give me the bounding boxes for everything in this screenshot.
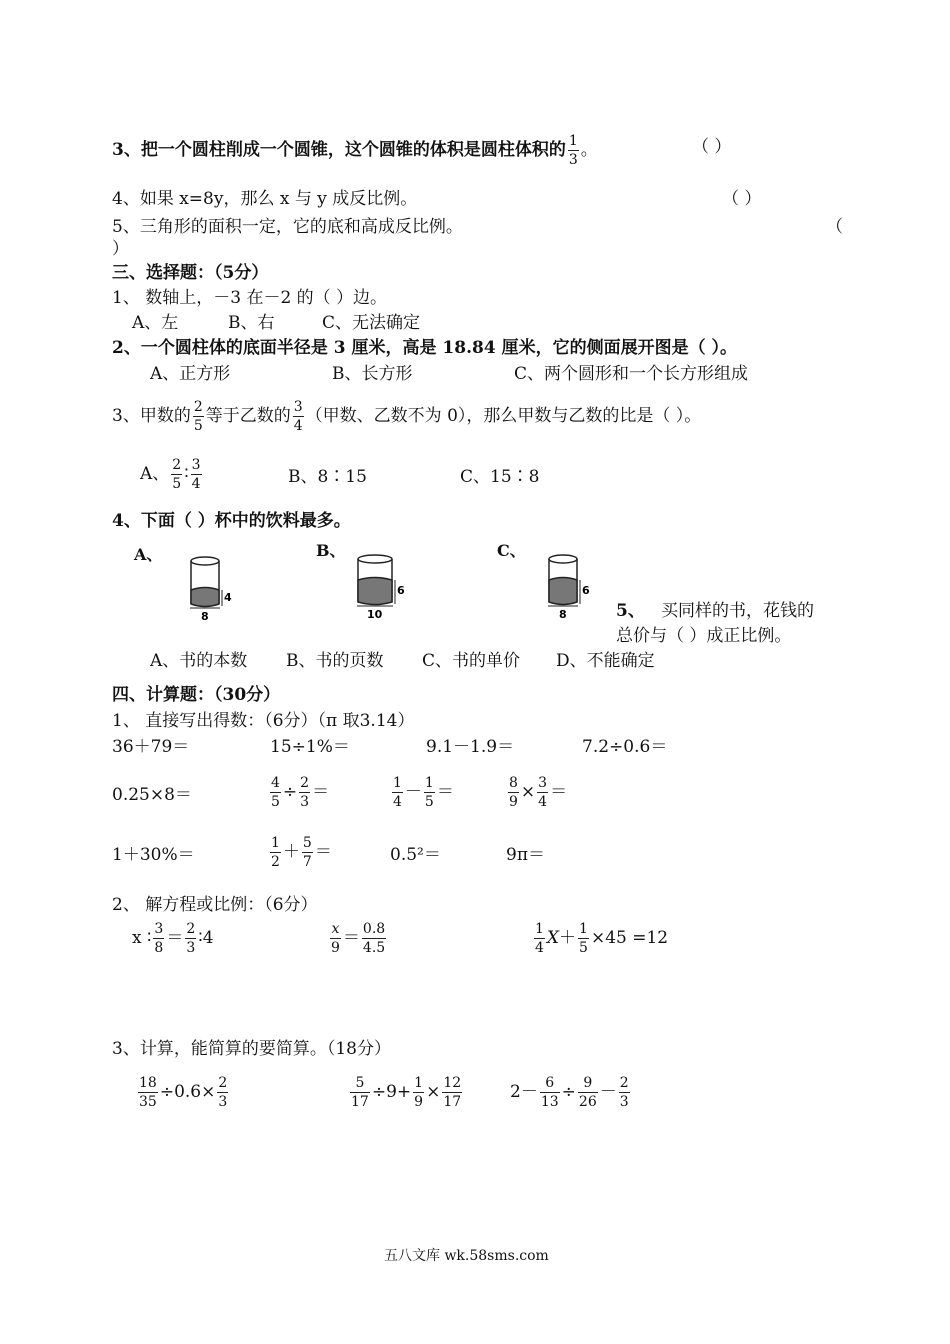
calc-s1-title: 1、 直接写出得数：（6分）（π 取3.14）	[112, 711, 415, 731]
choice-q5-option-b[interactable]: B、书的页数	[286, 651, 384, 671]
calc-s1-r2-c: $\frac{1}{4}$ － $\frac{1}{5}$ ＝	[393, 775, 454, 810]
choice-q1-option-a[interactable]: A、左	[132, 313, 179, 333]
tf-q3-paren[interactable]: （ ）	[692, 137, 732, 157]
cup-a-base: 8	[201, 610, 209, 623]
cup-c-label[interactable]: C、	[497, 541, 526, 560]
choice-q1-option-c[interactable]: C、无法确定	[322, 313, 421, 333]
choice-q5-line1: 5、 买同样的书，花钱的	[616, 601, 815, 621]
fraction: $\frac{3}{4}$	[293, 399, 303, 434]
choice-q2: 2、一个圆柱体的底面半径是 3 厘米，高是 18.84 厘米，它的侧面展开图是（ ）。	[112, 338, 737, 358]
tf-q5-paren-open[interactable]: （	[826, 217, 843, 237]
calc-s1-r1-a: 36＋79＝	[112, 737, 190, 757]
cup-b-base: 10	[367, 608, 383, 621]
fraction: $\frac{1}{3}$	[568, 133, 578, 168]
cup-c-height: 6	[582, 584, 590, 597]
calc-s1-r2-b: $\frac{4}{5}$ ÷ $\frac{2}{3}$ ＝	[271, 775, 330, 810]
calc-s2-e1: x ∶ $\frac{3}{8}$ ＝ $\frac{2}{3}$ ∶4	[132, 921, 214, 956]
calc-s1-r1-c: 9.1－1.9＝	[426, 737, 515, 757]
tf-q4: 4、如果 x=8y，那么 x 与 y 成反比例。	[112, 189, 418, 209]
calc-s1-r3-b: $\frac{1}{2}$ ＋ $\frac{5}{7}$ ＝	[271, 835, 332, 870]
choice-q5-option-c[interactable]: C、书的单价	[422, 651, 521, 671]
calc-s3-title: 3、计算，能简算的要简算。（18分）	[112, 1039, 391, 1059]
choice-q1: 1、 数轴上，－3 在－2 的（ ）边。	[112, 288, 388, 308]
cup-a-height: 4	[224, 591, 232, 604]
calc-s2-e3: $\frac{1}{4}$ X＋ $\frac{1}{5}$ ×45 =12	[535, 921, 669, 956]
calc-s3-e1: $\frac{18}{35}$ ÷0.6× $\frac{2}{3}$	[139, 1075, 228, 1110]
tf-q3: 3、把一个圆柱削成一个圆锥，这个圆锥的体积是圆柱体积的 $\frac{1}{3}$ 。	[112, 133, 598, 168]
choice-q3-option-c[interactable]: C、15∶8	[460, 467, 540, 487]
choice-q3-option-b[interactable]: B、8∶15	[288, 467, 367, 487]
choice-q2-option-c[interactable]: C、两个圆形和一个长方形组成	[514, 364, 749, 384]
choice-q4: 4、下面（ ）杯中的饮料最多。	[112, 511, 351, 531]
choice-q3: 3、甲数的 $\frac{2}{5}$ 等于乙数的 $\frac{3}{4}$ （甲数、乙数不为 0），那么甲数与乙数的比是（ ）。	[112, 399, 702, 434]
tf-q4-paren[interactable]: （ ）	[722, 189, 762, 209]
choice-q1-option-b[interactable]: B、右	[228, 313, 275, 333]
calc-s1-r3-d: 9π＝	[506, 845, 545, 865]
cup-c-icon	[538, 550, 608, 622]
calc-s1-r3-a: 1＋30%＝	[112, 845, 195, 865]
tf-q5: 5、三角形的面积一定，它的底和高成反比例。	[112, 217, 463, 237]
cup-a-label[interactable]: A、	[134, 545, 163, 564]
cup-b-label[interactable]: B、	[316, 541, 346, 560]
choice-q5-option-d[interactable]: D、不能确定	[556, 651, 655, 671]
calc-s1-r2-d: $\frac{8}{9}$ × $\frac{3}{4}$ ＝	[509, 775, 568, 810]
choice-q2-option-a[interactable]: A、正方形	[150, 364, 231, 384]
fraction: $\frac{2}{5}$	[193, 399, 203, 434]
cup-b-height: 6	[397, 584, 405, 597]
cup-c-base: 8	[559, 608, 567, 621]
calc-s2-title: 2、 解方程或比例：（6分）	[112, 895, 318, 915]
calc-s3-e2: $\frac{5}{17}$ ÷9+ $\frac{1}{9}$ × $\frac{12}{17}$	[351, 1075, 462, 1110]
section-heading-calc: 四、计算题：（30分）	[112, 685, 281, 705]
choice-q5-line2: 总价与（ ）成正比例。	[616, 626, 792, 646]
tf-q5-paren-close[interactable]: ）	[112, 239, 129, 259]
calc-s1-r1-d: 7.2÷0.6＝	[582, 737, 668, 757]
choice-q2-option-b[interactable]: B、长方形	[332, 364, 413, 384]
choice-q3-option-a[interactable]: A、 $\frac{2}{5}$ ∶ $\frac{3}{4}$	[140, 457, 201, 492]
cup-b-icon	[350, 550, 420, 622]
footer-watermark: 五八文库 wk.58sms.com	[384, 1248, 549, 1264]
choice-q5-option-a[interactable]: A、书的本数	[150, 651, 248, 671]
calc-s2-e2: $\frac{x}{9}$ ＝ $\frac{0.8}{4.5}$	[331, 921, 386, 956]
cup-a-icon	[180, 552, 250, 624]
calc-s1-r3-c: 0.5²＝	[390, 845, 441, 865]
calc-s1-r2-a: 0.25×8＝	[112, 785, 192, 805]
calc-s3-e3: 2－ $\frac{6}{13}$ ÷ $\frac{9}{26}$ － $\frac{2}{3}$	[510, 1075, 629, 1110]
section-heading-choice: 三、选择题：（5分）	[112, 263, 269, 283]
calc-s1-r1-b: 15÷1%＝	[270, 737, 350, 757]
